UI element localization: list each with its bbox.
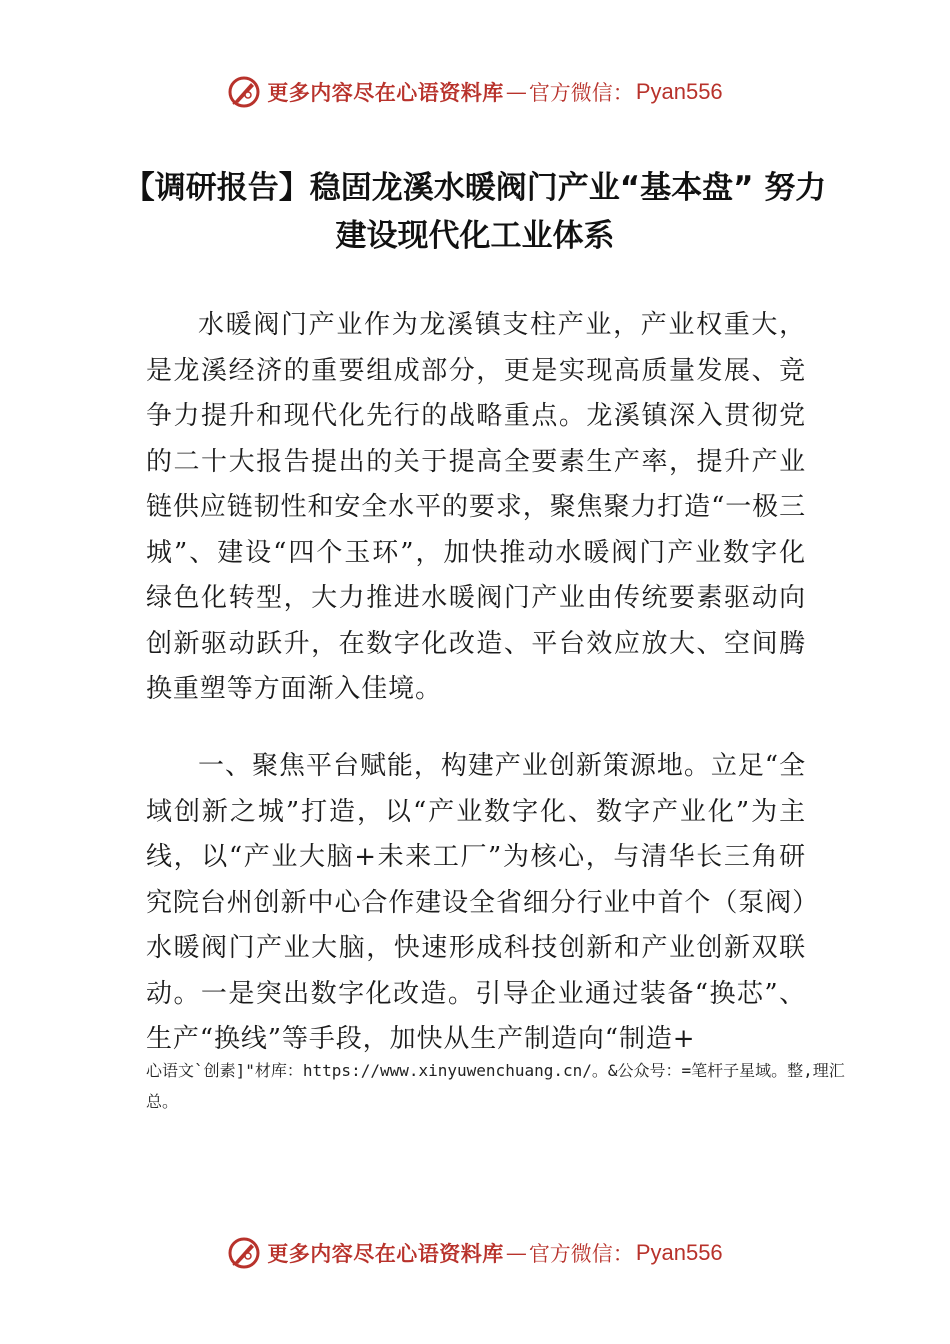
document-title: 【调研报告】稳固龙溪水暖阀门产业“基本盘” 努力建设现代化工业体系 (123, 170, 827, 254)
header-banner (0, 72, 950, 112)
paragraph-intro: 水暖阀门产业作为龙溪镇支柱产业，产业权重大，是龙溪经济的重要组成部分，更是实现高质量发展、竞争力提升和现代化先行的战略重点。龙溪镇深入贯彻党的二十大报告提出的关于提高全要素生产率，提升产业链供应链韧性和安全水平的要求，聚焦聚力打造“一极三城”、建设“四个玉环”，加快推动水暖阀门产业数字化绿色化转型，大力推进水暖阀门产业由传统要素驱动向创新驱动跃升，在数字化改造、平台效应放大、空间腾换重塑等方面渐入佳境。 (146, 310, 806, 704)
paragraph-section-one: 一、聚焦平台赋能，构建产业创新策源地。立足“全域创新之城”打造，以“产业数字化、数字产业化”为主线，以“产业大脑+未来工厂”为核心，与清华长三角研究院台州创新中心合作建设全省细分行业中首个（泵阀）水暖阀门产业大脑，快速形成科技创新和产业创新双联动。一是突出数字化改造。引导企业通过装备“换芯”、生产“换线”等手段，加快从生产制造向“制造+ (146, 751, 806, 1054)
wechat-label: 官方微信： (528, 81, 634, 105)
wechat-id: Pyan556 (635, 1240, 723, 1265)
banner-text: 更多内容尽在心语资料库 (267, 1241, 504, 1266)
source-footnote: 心语文`创素]"材库：https://www.xinyuwenchuang.cn/。&公众号：=笔杆子星域。整,理汇总。 (146, 1061, 845, 1111)
pen-calligraphy-icon (227, 1236, 261, 1270)
wechat-id: Pyan556 (635, 79, 723, 104)
wechat-label: 官方微信： (528, 1242, 634, 1266)
banner-separator: — (505, 80, 527, 104)
pen-calligraphy-icon (227, 75, 261, 109)
banner-separator: — (505, 1241, 527, 1265)
banner-text: 更多内容尽在心语资料库 (267, 80, 504, 105)
footer-banner (0, 1233, 950, 1273)
